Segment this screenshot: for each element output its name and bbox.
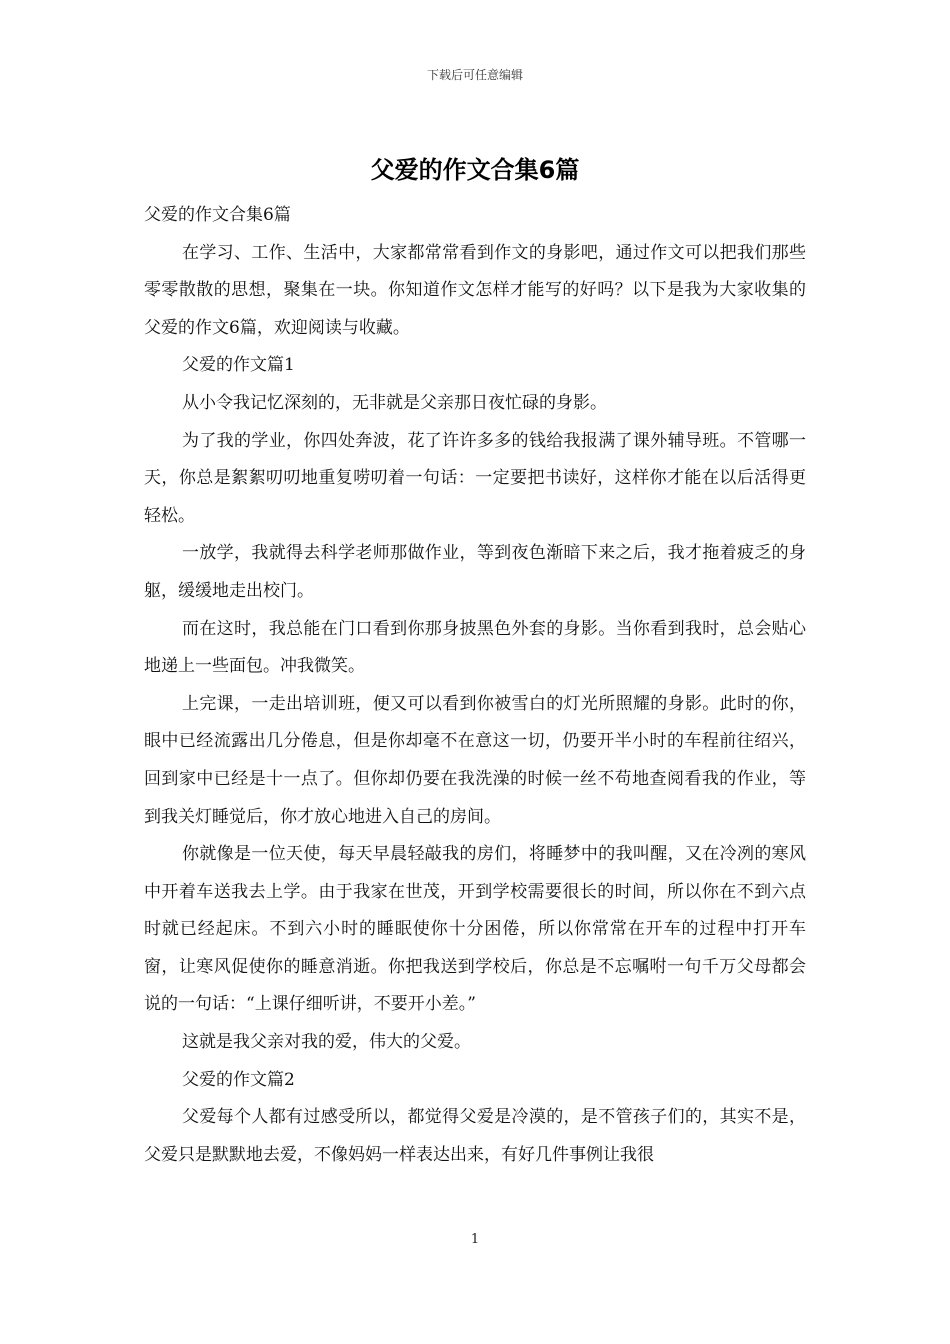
paragraph: 一放学，我就得去科学老师那做作业，等到夜色渐暗下来之后，我才拖着疲乏的身躯，缓缓地走出校门。 <box>144 543 806 601</box>
paragraph-subtitle: 父爱的作文合集6篇 <box>144 205 291 225</box>
paragraph: 为了我的学业，你四处奔波，花了许许多多的钱给我报满了课外辅导班。不管哪一天，你总是絮絮叨叨地重复唠叨着一句话：一定要把书读好，这样你才能在以后活得更轻松。 <box>144 430 806 526</box>
section-heading-2: 父爱的作文篇2 <box>182 1069 295 1090</box>
document-body <box>144 197 806 1174</box>
paragraph: 这就是我父亲对我的爱，伟大的父爱。 <box>182 1032 471 1053</box>
section-heading-1: 父爱的作文篇1 <box>182 355 295 376</box>
paragraph-intro: 在学习、工作、生活中，大家都常常看到作文的身影吧，通过作文可以把我们那些零零散散的思想，聚集在一块。你知道作文怎样才能写的好吗？以下是我为大家收集的父爱的作文6篇，欢迎阅读与收藏。 <box>144 242 806 338</box>
paragraph: 上完课，一走出培训班，便又可以看到你被雪白的灯光所照耀的身影。此时的你，眼中已经流露出几分倦息，但是你却毫不在意这一切，仍要开半小时的车程前往绍兴，回到家中已经是十一点了。但你却仍要在我洗澡的时候一丝不苟地查阅看我的作业，等到我关灯睡觉后，你才放心地进入自己的房间。 <box>144 693 806 827</box>
page-number: 1 <box>470 1232 480 1247</box>
paragraph: 你就像是一位天使，每天早晨轻敲我的房们，将睡梦中的我叫醒，又在冷冽的寒风中开着车送我去上学。由于我家在世茂，开到学校需要很长的时间，所以你在不到六点时就已经起床。不到六小时的睡眠使你十分困倦，所以你常常在开车的过程中打开车窗，让寒风促使你的睡意消逝。你把我送到学校后，你总是不忘嘱咐一句千万父母都会说的一句话：“上课仔细听讲，不要开小差。” <box>144 844 806 1015</box>
header-note: 下载后可任意编辑 <box>426 68 523 82</box>
paragraph: 而在这时，我总能在门口看到你那身披黑色外套的身影。当你看到我时，总会贴心地递上一些面包。冲我微笑。 <box>144 618 806 677</box>
paragraph: 从小令我记忆深刻的，无非就是父亲那日夜忙碌的身影。 <box>182 392 607 413</box>
paragraph: 父爱每个人都有过感受所以，都觉得父爱是冷漠的，是不管孩子们的，其实不是，父爱只是默默地去爱，不像妈妈一样表达出来，有好几件事例让我很 <box>144 1107 806 1165</box>
page-title: 父爱的作文合集6篇 <box>370 156 580 184</box>
